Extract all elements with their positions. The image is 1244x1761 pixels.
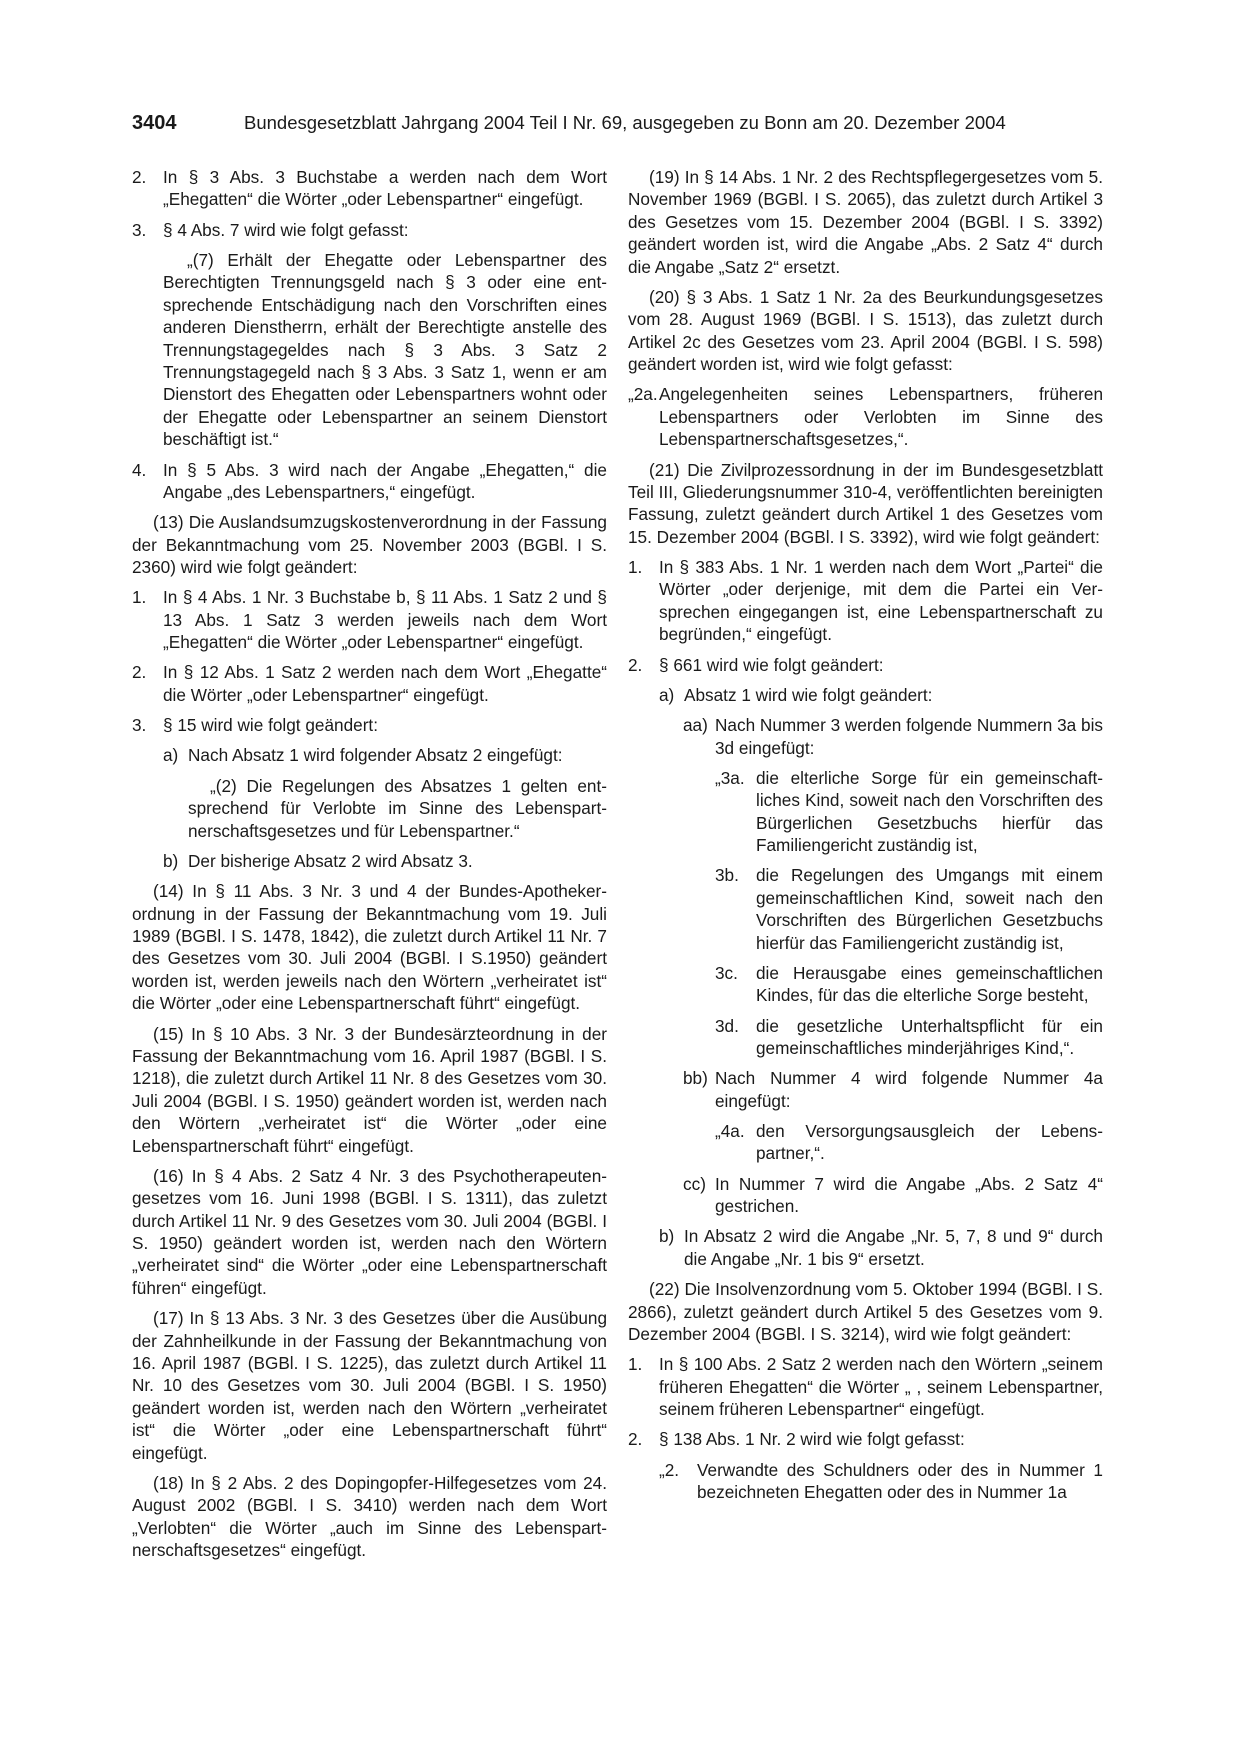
item-text: In § 12 Abs. 1 Satz 2 werden nach dem Wort „Ehegatte“ die Wörter „oder Lebenspartner“ eingefügt. bbox=[163, 662, 607, 705]
item-text: die elterliche Sorge für ein gemeinschaftliches Kind, soweit nach den Vorschriften des Bürgerlichen Gesetzbuchs hierfür das Familiengericht zuständig ist, bbox=[756, 767, 1103, 856]
list-item bbox=[628, 1015, 1103, 1060]
list-item bbox=[132, 850, 607, 872]
item-marker: „3a. bbox=[715, 767, 745, 788]
paragraph bbox=[132, 511, 607, 578]
item-text: In Nummer 7 wird die Angabe „Abs. 2 Satz 4“ gestrichen. bbox=[715, 1173, 1103, 1217]
item-text: Der bisherige Absatz 2 wird Absatz 3. bbox=[188, 850, 473, 871]
item-text: (20) § 3 Abs. 1 Satz 1 Nr. 2a des Beurkundungsgesetzes vom 28. August 1969 (BGBl. I S. 1513), das zuletzt durch Artikel 2c des Gesetzes vom 23. April 2004 (BGBl. I S. 598) geändert worden ist, wird wie folgt gefasst: bbox=[628, 286, 1103, 375]
item-text: In Absatz 2 wird die Angabe „Nr. 5, 7, 8 und 9“ durch die Angabe „Nr. 1 bis 9“ ersetzt. bbox=[684, 1226, 1103, 1269]
item-marker: 3. bbox=[132, 219, 147, 240]
paragraph bbox=[132, 1472, 607, 1562]
item-text: In § 5 Abs. 3 wird nach der Angabe „Ehegatten,“ die Angabe „des Lebenspartners,“ eingefügt. bbox=[163, 459, 607, 502]
item-text: (15) In § 10 Abs. 3 Nr. 3 der Bundesärzteordnung in der Fassung der Bekanntmachung vom 16. April 1987 (BGBl. I S. 1218), die zuletzt durch Artikel 11 Nr. 8 des Gesetzes vom 30. Juli 2004 (BGBl. I S. 1950) geändert worden ist, werden nach den Wörtern „verheiratet ist“ die Wörter „oder eine Lebenspartnerschaft führt“ eingefügt. bbox=[132, 1023, 607, 1156]
item-marker: „2a. bbox=[628, 384, 658, 405]
list-item bbox=[628, 684, 1103, 706]
list-item bbox=[628, 556, 1103, 646]
list-item bbox=[628, 1225, 1103, 1270]
list-item bbox=[132, 661, 607, 706]
item-text: (19) In § 14 Abs. 1 Nr. 2 des Rechtspflegergesetzes vom 5. November 1969 (BGBl. I S. 2065), das zuletzt durch Artikel 3 des Gesetzes vom 15. Dezember 2004 (BGBl. I S. 3392) geändert worden ist, wird die Angabe „Abs. 2 Satz 4“ durch die Angabe „Satz 2“ ersetzt. bbox=[628, 167, 1103, 277]
item-text: die Herausgabe eines gemeinschaftlichen Kindes, für das die elterliche Sorge besteht, bbox=[756, 962, 1103, 1006]
item-text: Verwandte des Schuldners oder des in Nummer 1 bezeichneten Ehegatten oder des in Nummer 1a bbox=[697, 1459, 1103, 1503]
item-text: (18) In § 2 Abs. 2 des Dopingopfer-Hilfegesetzes vom 24. August 2002 (BGBl. I S. 3410) werden nach dem Wort „Verlobten“ die Wörter „auch im Sinne des Lebenspartnerschaftsgesetzes“ eingefügt. bbox=[132, 1472, 607, 1561]
item-marker: b) bbox=[163, 850, 179, 871]
item-text: In § 383 Abs. 1 Nr. 1 werden nach dem Wort „Partei“ die Wörter „oder derjenige, mit dem die Partei ein Versprechen eingegangen ist, eine Lebenspartnerschaft zu begründen,“ eingefügt. bbox=[659, 557, 1103, 645]
item-marker: 1. bbox=[132, 587, 147, 608]
page-header bbox=[132, 112, 1122, 134]
item-marker: „2. bbox=[659, 1459, 680, 1480]
list-item bbox=[628, 1173, 1103, 1218]
list-item bbox=[628, 714, 1103, 759]
list-item bbox=[628, 654, 1103, 676]
item-text: § 4 Abs. 7 wird wie folgt gefasst: bbox=[163, 219, 409, 240]
item-text: Absatz 1 wird wie folgt geändert: bbox=[684, 684, 933, 705]
list-item bbox=[628, 383, 1103, 450]
item-text: In § 3 Abs. 3 Buchstabe a werden nach dem Wort „Ehegatten“ die Wörter „oder Lebenspartner“ eingefügt. bbox=[163, 167, 607, 210]
item-text: (13) Die Auslandsumzugskostenverordnung in der Fassung der Bekanntmachung vom 25. November 2003 (BGBl. I S. 2360) wird wie folgt geändert: bbox=[132, 512, 607, 578]
item-text: § 661 wird wie folgt geändert: bbox=[659, 654, 884, 675]
list-item bbox=[132, 586, 607, 653]
page-number: 3404 bbox=[132, 112, 177, 134]
list-item bbox=[132, 459, 607, 504]
item-text: (22) Die Insolvenzordnung vom 5. Oktober 1994 (BGBl. I S. 2866), zuletzt geändert durch Artikel 5 des Gesetzes vom 9. Dezember 2004 (BGBl. I S. 3214), wird wie folgt geändert: bbox=[628, 1279, 1103, 1344]
paragraph bbox=[132, 1023, 607, 1157]
quoted-text bbox=[163, 249, 607, 451]
item-text: In § 100 Abs. 2 Satz 2 werden nach den Wörtern „seinem früheren Ehegatten“ die Wörter „ , seinem Lebenspartner, seinem früheren Lebenspartner“ eingefügt. bbox=[659, 1354, 1103, 1420]
item-text: In § 4 Abs. 1 Nr. 3 Buchstabe b, § 11 Abs. 1 Satz 2 und § 13 Abs. 1 Satz 3 werden jeweils nach dem Wort „Ehegatten“ die Wörter „oder Lebenspartner“ eingefügt. bbox=[163, 587, 607, 653]
item-marker: 1. bbox=[628, 557, 643, 578]
item-text: Angelegenheiten seines Lebenspartners, früheren Lebenspartners oder Verlobten im Sinne des Lebenspartnerschaftsgesetzes,“. bbox=[659, 384, 1103, 450]
list-item bbox=[628, 962, 1103, 1007]
paragraph bbox=[628, 166, 1103, 278]
list-item bbox=[628, 1120, 1103, 1165]
list-item bbox=[132, 714, 607, 736]
item-marker: 4. bbox=[132, 459, 147, 480]
item-marker: cc) bbox=[683, 1173, 706, 1194]
item-text: Nach Nummer 4 wird folgende Nummer 4a eingefügt: bbox=[715, 1068, 1103, 1111]
item-marker: 3c. bbox=[715, 962, 738, 983]
item-marker: 2. bbox=[628, 654, 643, 675]
item-text: „(7) Erhält der Ehegatte oder Lebenspartner des Berechtigten Trennungsgeld nach § 3 oder eine entsprechende Entschädigung nach den Vorschriften eines anderen Dienstherrn, erhält der Berechtigte anstelle des Trennungstagegeldes nach § 3 Abs. 3 Satz 2 Trennungstagegeld nach § 3 Abs. 3 Satz 1, wenn er am Dienstort des Ehegatten oder Lebenspartners wohnt oder der Ehegatte oder Lebenspartner an seinem Dienstort beschäftigt ist.“ bbox=[163, 250, 607, 450]
item-marker: aa) bbox=[683, 715, 708, 736]
item-text: (14) In § 11 Abs. 3 Nr. 3 und 4 der Bundes-Apothekerordnung in der Fassung der Bekanntmachung vom 19. Juli 1989 (BGBl. I S. 1478, 1842), die zuletzt durch Artikel 11 Nr. 7 des Gesetzes vom 30. Juli 2004 (BGBl. I S.1950) geändert worden ist, werden jeweils nach den Wörtern „verheiratet ist“ die Wörter „oder eine Lebenspartnerschaft führt“ eingefügt. bbox=[132, 881, 607, 1014]
item-text: § 15 wird wie folgt geändert: bbox=[163, 715, 378, 736]
list-item bbox=[628, 1353, 1103, 1420]
item-text: § 138 Abs. 1 Nr. 2 wird wie folgt gefasst: bbox=[659, 1429, 965, 1450]
paragraph bbox=[132, 880, 607, 1014]
list-item bbox=[132, 744, 607, 766]
item-text: den Versorgungsausgleich der Lebenspartner,“. bbox=[756, 1121, 1103, 1164]
item-marker: 1. bbox=[628, 1354, 643, 1375]
item-marker: 2. bbox=[628, 1429, 643, 1450]
right-column bbox=[628, 166, 1103, 1511]
list-item bbox=[628, 864, 1103, 954]
item-marker: a) bbox=[163, 745, 179, 766]
item-text: „(2) Die Regelungen des Absatzes 1 gelten entsprechend für Verlobte im Sinne des Lebenspartnerschaftsgesetzes und für Lebenspartner.“ bbox=[188, 775, 607, 841]
item-marker: 3b. bbox=[715, 865, 739, 886]
quoted-text bbox=[188, 775, 607, 842]
item-text: (21) Die Zivilprozessordnung in der im Bundesgesetzblatt Teil III, Gliederungsnummer 310-4, veröffentlichten bereinigten Fassung, zuletzt geändert durch Artikel 1 des Gesetzes vom 15. Dezember 2004 (BGBl. I S. 3392), wird wie folgt geändert: bbox=[628, 459, 1103, 547]
gazette-title: Bundesgesetzblatt Jahrgang 2004 Teil I Nr. 69, ausgegeben zu Bonn am 20. Dezember 2004 bbox=[244, 112, 1006, 133]
paragraph bbox=[628, 286, 1103, 376]
item-marker: 2. bbox=[132, 662, 147, 683]
list-item bbox=[628, 767, 1103, 857]
item-text: die gesetzliche Unterhaltspflicht für ein gemeinschaftliches minderjähriges Kind,“. bbox=[756, 1015, 1103, 1059]
list-item bbox=[628, 1428, 1103, 1450]
paragraph bbox=[628, 1278, 1103, 1345]
item-marker: „4a. bbox=[715, 1121, 745, 1142]
item-text: die Regelungen des Umgangs mit einem gemeinschaftlichen Kind, soweit nach den Vorschriften des Bürgerlichen Gesetzbuchs hierfür das Familiengericht zuständig ist, bbox=[756, 865, 1103, 953]
left-column bbox=[132, 166, 607, 1569]
item-marker: bb) bbox=[683, 1068, 708, 1089]
item-marker: b) bbox=[659, 1226, 675, 1247]
paragraph bbox=[628, 459, 1103, 549]
item-marker: 3. bbox=[132, 715, 147, 736]
item-text: Nach Nummer 3 werden folgende Nummern 3a bis 3d eingefügt: bbox=[715, 715, 1103, 758]
paragraph bbox=[132, 1307, 607, 1464]
item-text: (16) In § 4 Abs. 2 Satz 4 Nr. 3 des Psychotherapeutengesetzes vom 16. Juni 1998 (BGBl. I S. 1311), das zuletzt durch Artikel 11 Nr. 9 des Gesetzes vom 30. Juli 2004 (BGBl. I S. 1950) geändert worden ist, werden nach den Wörtern „verheiratet sind“ die Wörter „oder eine Lebenspartnerschaft führen“ eingefügt. bbox=[132, 1165, 607, 1298]
list-item bbox=[132, 166, 607, 211]
item-marker: a) bbox=[659, 684, 675, 705]
item-marker: 2. bbox=[132, 167, 147, 187]
item-text: (17) In § 13 Abs. 3 Nr. 3 des Gesetzes über die Ausübung der Zahnheilkunde in der Fassung der Bekanntmachung von 16. April 1987 (BGBl. I S. 1225), das zuletzt durch Artikel 11 Nr. 10 des Gesetzes vom 30. Juli 2004 (BGBl. I S. 1950) geändert worden ist, werden nach den Wörtern „verheiratet ist“ die Wörter „oder eine Lebenspartnerschaft führt“ eingefügt. bbox=[132, 1308, 607, 1463]
list-item bbox=[628, 1067, 1103, 1112]
list-item bbox=[628, 1459, 1103, 1504]
paragraph bbox=[132, 1165, 607, 1299]
item-marker: 3d. bbox=[715, 1015, 739, 1036]
item-text: Nach Absatz 1 wird folgender Absatz 2 eingefügt: bbox=[188, 745, 563, 766]
list-item bbox=[132, 219, 607, 241]
